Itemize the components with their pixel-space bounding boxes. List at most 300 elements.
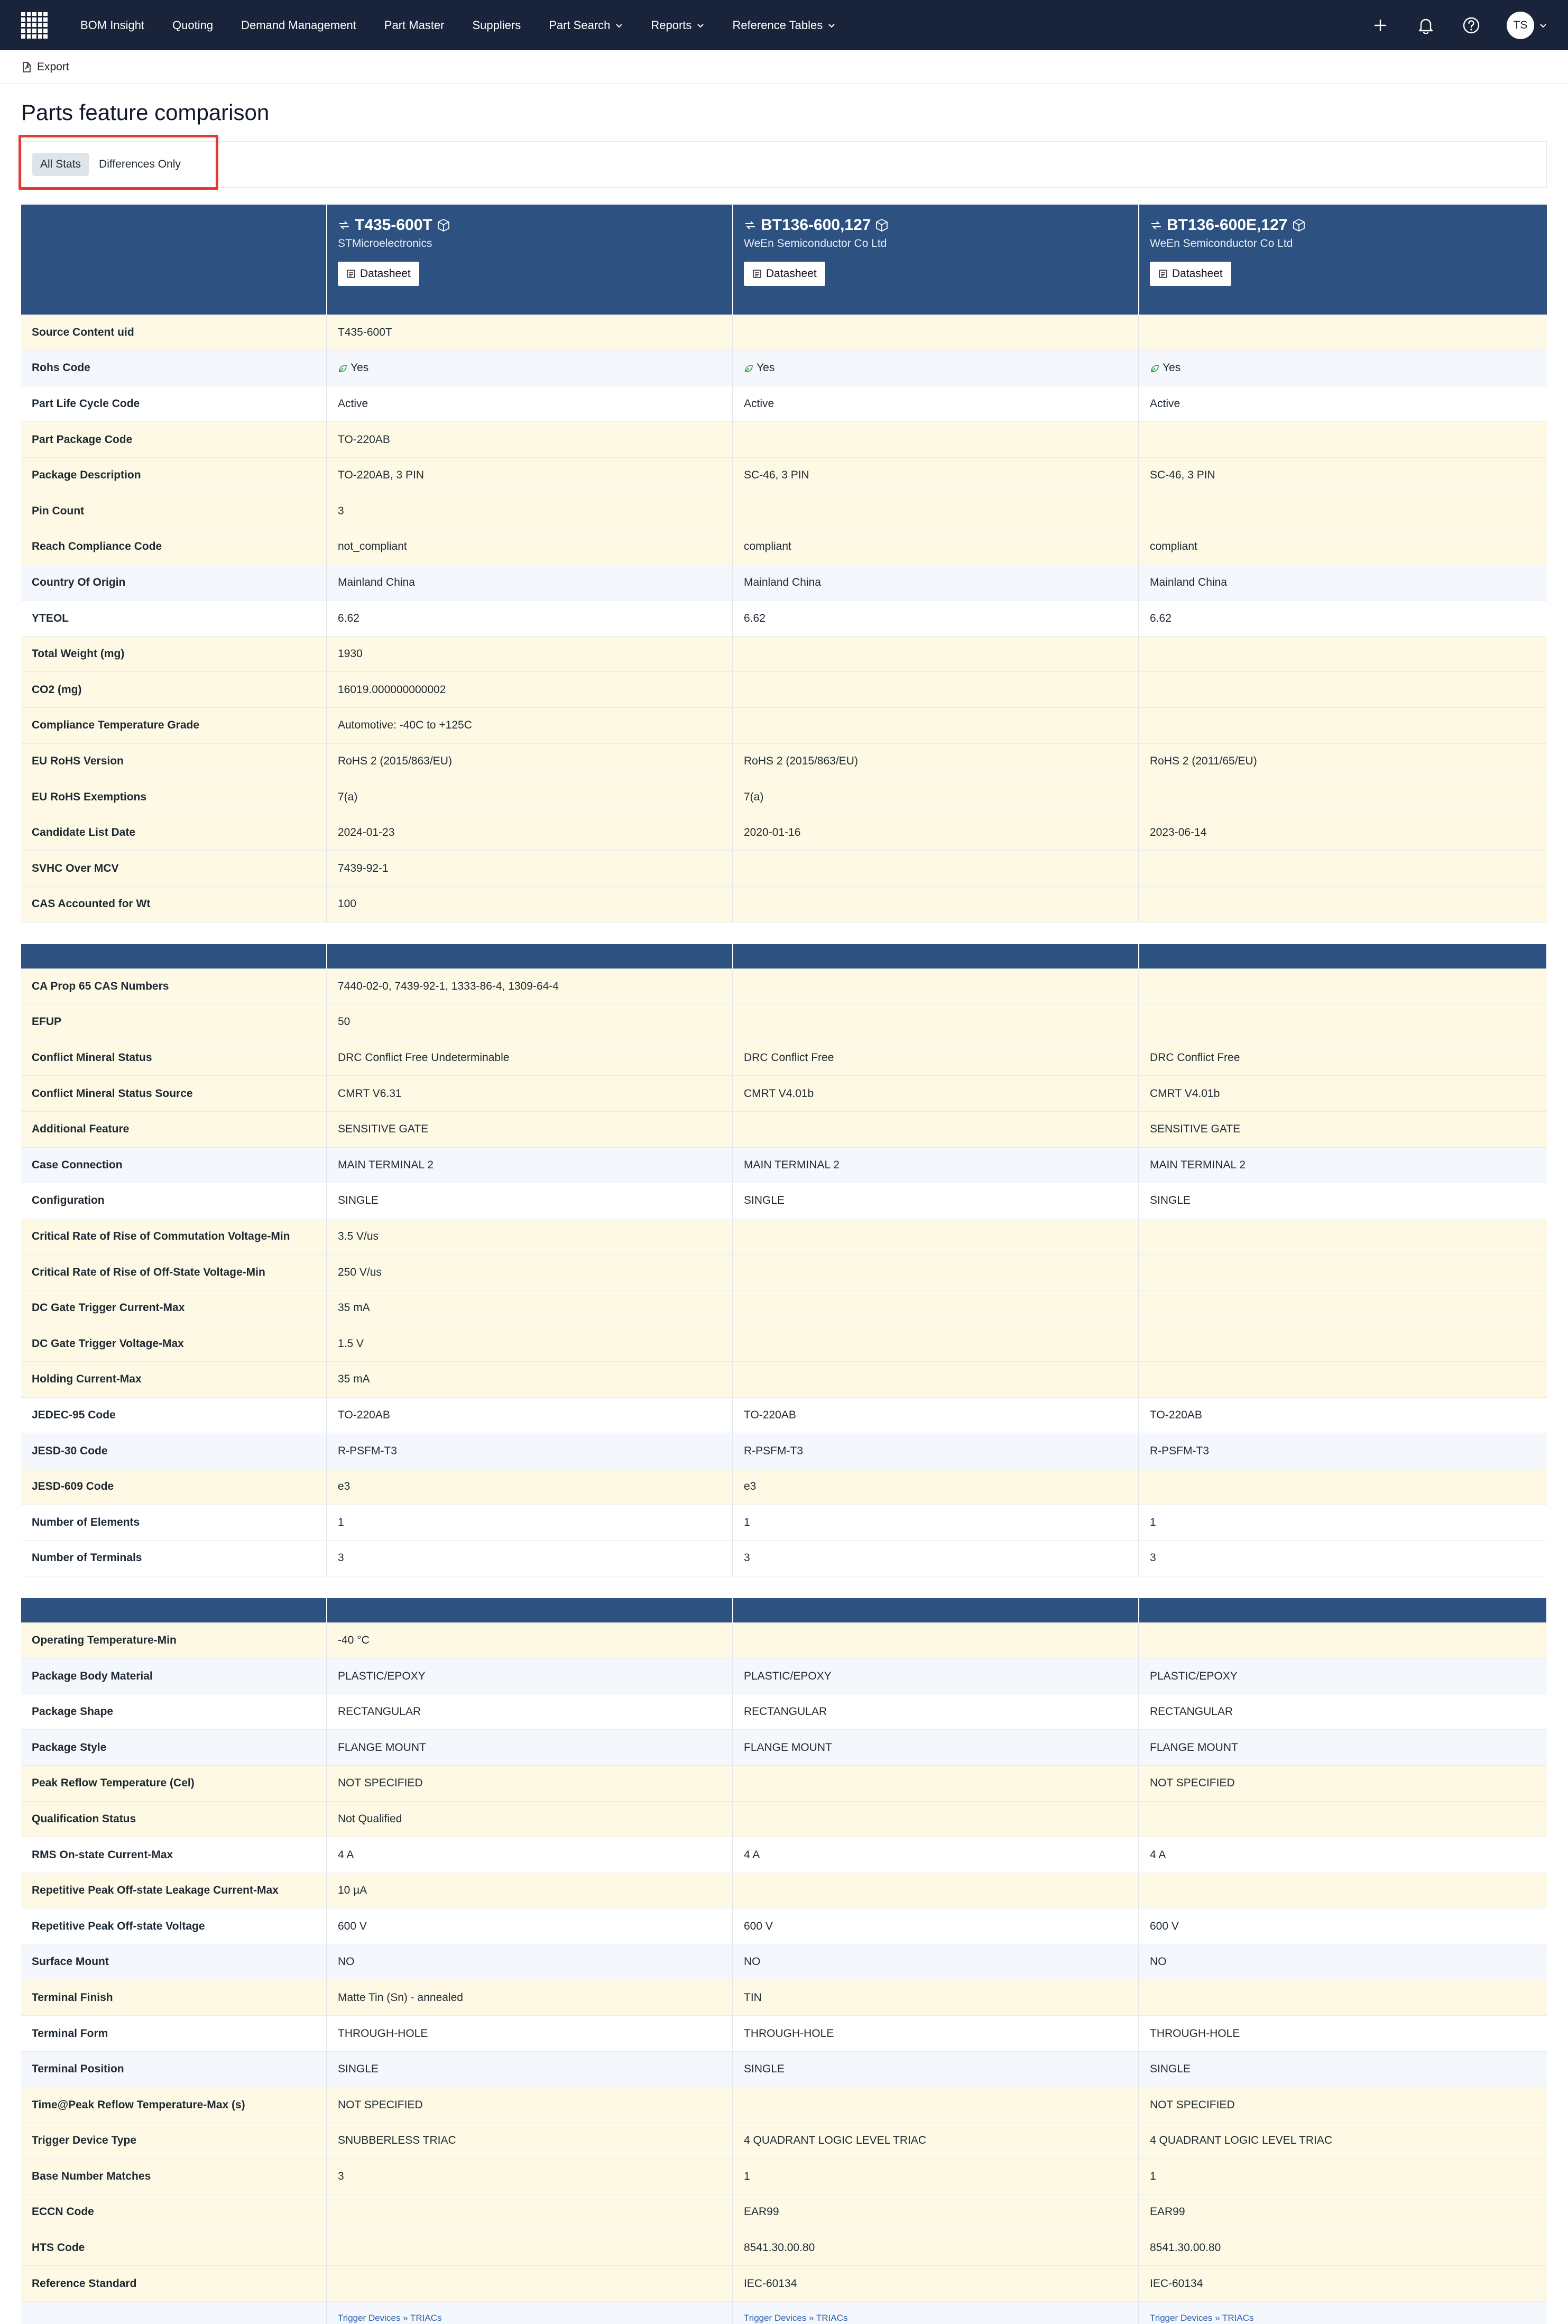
table-row [21,1766,1547,1802]
table-row [21,2159,1547,2194]
table-row [21,708,1547,744]
row-value: TO-220AB [1139,1397,1547,1433]
nav-item-label: BOM Insight [80,18,145,32]
row-label: EFUP [21,1004,327,1040]
nav-item-suppliers[interactable] [473,19,521,32]
row-value: DRC Conflict Free Undeterminable [327,1040,733,1076]
row-value: THROUGH-HOLE [327,2016,733,2052]
row-value: Active [1139,386,1547,422]
row-label [21,2301,327,2324]
row-value: PLASTIC/EPOXY [327,1658,733,1694]
table-row [21,636,1547,672]
row-label: Part Package Code [21,422,327,458]
row-value: e3 [327,1469,733,1505]
row-value: 7440-02-0, 7439-92-1, 1333-86-4, 1309-64-4 [327,969,733,1004]
table-row [21,743,1547,779]
table-row [21,1837,1547,1873]
row-label: Operating Temperature-Min [21,1622,327,1658]
row-value: 10 µA [327,1873,733,1908]
chevron-down-icon [615,22,623,29]
row-value [733,351,1139,386]
row-label: Country Of Origin [21,565,327,601]
row-value: SINGLE [1139,1183,1547,1219]
row-value [1139,851,1547,887]
table-row [21,1908,1547,1944]
row-value: Matte Tin (Sn) - annealed [327,1980,733,2016]
row-value: 3 [733,1541,1139,1576]
row-value: Mainland China [733,565,1139,601]
filter-panel [21,141,1547,188]
row-label: Conflict Mineral Status [21,1040,327,1076]
row-value: 16019.000000000002 [327,672,733,708]
nav-item-label: Reports [651,18,692,32]
table-row [21,565,1547,601]
row-value: TO-220AB [327,1397,733,1433]
section-header-cell [21,1598,327,1622]
row-label: Package Style [21,1730,327,1766]
row-value [327,2230,733,2266]
leaf-icon [744,364,753,373]
chevron-down-icon [828,22,835,29]
row-value [1139,887,1547,923]
row-label: Conflict Mineral Status Source [21,1076,327,1112]
row-value: Automotive: -40C to +125C [327,708,733,744]
row-value: 1 [1139,1505,1547,1541]
part-title [744,216,1128,234]
row-value: -40 °C [327,1622,733,1658]
row-value: RoHS 2 (2011/65/EU) [1139,743,1547,779]
row-label: Terminal Form [21,2016,327,2052]
row-value [1139,351,1547,386]
part-name-link[interactable]: T435-600T [355,216,432,234]
toolbar [0,50,1568,84]
row-value [733,493,1139,529]
table-row [21,1433,1547,1469]
row-label: Package Shape [21,1694,327,1730]
row-label: DC Gate Trigger Current-Max [21,1290,327,1326]
table-row [21,351,1547,386]
row-value: MAIN TERMINAL 2 [1139,1147,1547,1183]
page-title: Parts feature comparison [21,100,270,125]
row-value: 3 [327,2159,733,2194]
table-row [21,493,1547,529]
row-value [733,969,1139,1004]
row-value [1139,1801,1547,1837]
row-value: 7439-92-1 [327,851,733,887]
row-value: IEC-60134 [733,2266,1139,2302]
row-value: MAIN TERMINAL 2 [327,1147,733,1183]
row-label: JESD-609 Code [21,1469,327,1505]
row-value: RoHS 2 (2015/863/EU) [733,743,1139,779]
row-label: CAS Accounted for Wt [21,887,327,923]
row-value: FLANGE MOUNT [733,1730,1139,1766]
row-value: 2020-01-16 [733,815,1139,851]
table-row [21,2016,1547,2052]
datasheet-button[interactable] [1150,262,1231,286]
row-value [327,2266,733,2302]
help-icon[interactable] [1461,15,1481,35]
table-row [21,1944,1547,1980]
row-value: 4 A [1139,1837,1547,1873]
row-value: compliant [733,529,1139,565]
table-row [21,2266,1547,2302]
row-value: Active [327,386,733,422]
compare-icon [744,219,757,231]
row-value: 600 V [1139,1908,1547,1944]
row-label: Surface Mount [21,1944,327,1980]
row-value: 6.62 [327,601,733,637]
row-value: 600 V [327,1908,733,1944]
row-label: Configuration [21,1183,327,1219]
header-corner [21,205,327,315]
part-manufacturer: STMicroelectronics [338,237,432,250]
table-row [21,887,1547,923]
row-label: Source Content uid [21,315,327,351]
table-row [21,1397,1547,1433]
row-label: Terminal Position [21,2051,327,2087]
row-value: R-PSFM-T3 [1139,1433,1547,1469]
row-value [1139,1004,1547,1040]
table-row [21,1326,1547,1362]
section-header-row [21,944,1547,969]
nav-item-label: Part Master [384,18,445,32]
category-breadcrumb[interactable] [1150,2313,1254,2323]
row-value [327,351,733,386]
table-row [21,2230,1547,2266]
category-parent-link[interactable]: Trigger Devices [338,2313,401,2323]
section-header-cell [21,944,327,969]
row-value [1139,315,1547,351]
row-label: Repetitive Peak Off-state Voltage [21,1908,327,1944]
nav-item-bom-insight[interactable] [80,19,144,32]
row-label: Time@Peak Reflow Temperature-Max (s) [21,2087,327,2123]
section-header-cell [733,1598,1139,1622]
datasheet-icon [346,269,356,279]
nav-item-label: Demand Management [241,18,356,32]
category-cell [327,2301,733,2324]
row-label: ECCN Code [21,2194,327,2230]
row-value [1139,969,1547,1004]
row-value [733,636,1139,672]
row-value: Mainland China [1139,565,1547,601]
datasheet-icon [1158,269,1168,279]
row-value: R-PSFM-T3 [733,1433,1139,1469]
row-value: SC-46, 3 PIN [1139,457,1547,493]
part-name-link[interactable]: BT136-600,127 [761,216,871,234]
row-value: 7(a) [327,779,733,815]
category-parent-link[interactable]: Trigger Devices [1150,2313,1213,2323]
row-value: NOT SPECIFIED [1139,1766,1547,1802]
row-label: Compliance Temperature Grade [21,708,327,744]
table-row [21,457,1547,493]
row-label: Base Number Matches [21,2159,327,2194]
row-label: CA Prop 65 CAS Numbers [21,969,327,1004]
row-value: 35 mA [327,1362,733,1398]
row-value: 1 [733,1505,1139,1541]
category-child-link[interactable]: TRIACs [1222,2313,1254,2323]
row-value: RECTANGULAR [327,1694,733,1730]
table-row [21,1183,1547,1219]
row-value [1139,1255,1547,1290]
row-value: R-PSFM-T3 [327,1433,733,1469]
app-logo-icon[interactable] [21,12,48,39]
row-value: 4 QUADRANT LOGIC LEVEL TRIAC [1139,2123,1547,2159]
row-value: SINGLE [1139,2051,1547,2087]
row-value: e3 [733,1469,1139,1505]
row-value: 6.62 [1139,601,1547,637]
nav-item-reports[interactable] [651,19,704,32]
row-value: DRC Conflict Free [1139,1040,1547,1076]
category-breadcrumb[interactable] [338,2313,442,2323]
row-value [1139,1362,1547,1398]
nav-item-part-search[interactable] [549,19,623,32]
plus-icon[interactable] [1370,15,1390,35]
table-row [21,1622,1547,1658]
compare-icon [338,219,351,231]
export-icon[interactable] [21,61,32,73]
row-value [1139,1469,1547,1505]
row-value [1139,1980,1547,2016]
category-cell [1139,2301,1547,2324]
table-row [21,1290,1547,1326]
row-label: Terminal Finish [21,1980,327,2016]
spacer-cell [21,1576,1547,1598]
row-value: TIN [733,1980,1139,2016]
table-row [21,1980,1547,2016]
row-label: JEDEC-95 Code [21,1397,327,1433]
table-row [21,1541,1547,1576]
section-header-cell [1139,944,1547,969]
part-column-header [327,205,733,315]
datasheet-label: Datasheet [1172,268,1223,280]
row-value: RECTANGULAR [1139,1694,1547,1730]
row-value: 1 [327,1505,733,1541]
row-value [1139,1622,1547,1658]
category-child-link[interactable]: TRIACs [816,2313,848,2323]
part-manufacturer: WeEn Semiconductor Co Ltd [744,237,887,250]
stats-toggle [32,153,189,176]
nav-actions [1370,12,1547,39]
row-value: NOT SPECIFIED [327,1766,733,1802]
datasheet-button[interactable] [744,262,825,286]
row-value: SENSITIVE GATE [1139,1111,1547,1147]
row-value [733,1219,1139,1255]
nav-item-demand-management[interactable] [241,19,356,32]
row-value: FLANGE MOUNT [327,1730,733,1766]
row-label: Reach Compliance Code [21,529,327,565]
compare-icon [1150,219,1163,231]
row-value: CMRT V4.01b [1139,1076,1547,1112]
row-value: NOT SPECIFIED [327,2087,733,2123]
row-label: RMS On-state Current-Max [21,1837,327,1873]
row-value: SENSITIVE GATE [327,1111,733,1147]
row-value: 8541.30.00.80 [733,2230,1139,2266]
table-row [21,2051,1547,2087]
row-value: 3.5 V/us [327,1219,733,1255]
row-value: CMRT V6.31 [327,1076,733,1112]
table-row [21,601,1547,637]
value-text: Yes [757,362,775,374]
part-title [1150,216,1536,234]
row-value: 2024-01-23 [327,815,733,851]
row-value: 3 [327,1541,733,1576]
row-value [1139,1219,1547,1255]
table-row [21,779,1547,815]
table-row [21,1362,1547,1398]
nav-item-reference-tables[interactable] [732,19,835,32]
row-value: DRC Conflict Free [733,1040,1139,1076]
row-value: FLANGE MOUNT [1139,1730,1547,1766]
table-row [21,1111,1547,1147]
row-value: MAIN TERMINAL 2 [733,1147,1139,1183]
row-label: Case Connection [21,1147,327,1183]
cube-icon[interactable] [1292,218,1306,232]
table-row [21,1469,1547,1505]
nav-item-label: Reference Tables [732,18,823,32]
row-value: 50 [327,1004,733,1040]
row-value [1139,493,1547,529]
row-label: CO2 (mg) [21,672,327,708]
table-row [21,1076,1547,1112]
table-row [21,815,1547,851]
nav-item-label: Quoting [172,18,214,32]
row-label: Rohs Code [21,351,327,386]
datasheet-button[interactable] [338,262,419,286]
row-value: SINGLE [327,2051,733,2087]
category-breadcrumb[interactable] [744,2313,848,2323]
row-label: Qualification Status [21,1801,327,1837]
row-label: Holding Current-Max [21,1362,327,1398]
category-parent-link[interactable]: Trigger Devices [744,2313,807,2323]
row-value: Mainland China [327,565,733,601]
category-row [21,2301,1547,2324]
chevron-down-icon [1539,22,1547,29]
row-value [733,1801,1139,1837]
row-value: 35 mA [327,1290,733,1326]
row-value: 1 [733,2159,1139,2194]
table-row [21,1040,1547,1076]
row-value [733,2087,1139,2123]
nav-item-label: Part Search [549,18,611,32]
row-value: 1.5 V [327,1326,733,1362]
row-value: EAR99 [733,2194,1139,2230]
table-row [21,422,1547,458]
comparison-table [21,205,1547,2324]
nav-item-part-master[interactable] [384,19,445,32]
export-button[interactable]: Export [37,60,69,73]
datasheet-label: Datasheet [766,268,817,280]
table-row [21,1873,1547,1908]
row-value: 100 [327,887,733,923]
chevron-down-icon [697,22,704,29]
row-value: NO [733,1944,1139,1980]
category-child-link[interactable]: TRIACs [410,2313,442,2323]
row-value [733,887,1139,923]
row-value: 7(a) [733,779,1139,815]
row-label: EU RoHS Version [21,743,327,779]
section-header-cell [327,944,733,969]
section-spacer [21,1576,1547,1598]
row-value [733,1255,1139,1290]
row-value: EAR99 [1139,2194,1547,2230]
part-name-link[interactable]: BT136-600E,127 [1167,216,1288,234]
parts-header-row [21,205,1547,315]
row-value: SC-46, 3 PIN [733,457,1139,493]
row-value: SNUBBERLESS TRIAC [327,2123,733,2159]
cube-icon[interactable] [875,218,889,232]
row-label: Total Weight (mg) [21,636,327,672]
user-menu[interactable] [1507,12,1547,39]
row-value [1139,672,1547,708]
part-manufacturer: WeEn Semiconductor Co Ltd [1150,237,1293,250]
table-row [21,1505,1547,1541]
row-value [1139,422,1547,458]
differences-only-button[interactable]: Differences Only [99,158,181,170]
row-label: Number of Terminals [21,1541,327,1576]
row-value: TO-220AB [327,422,733,458]
row-value [733,1766,1139,1802]
row-value [1139,636,1547,672]
table-row [21,2087,1547,2123]
row-value: IEC-60134 [1139,2266,1547,2302]
table-row [21,386,1547,422]
row-label: DC Gate Trigger Voltage-Max [21,1326,327,1362]
table-row [21,315,1547,351]
row-value [327,2194,733,2230]
row-value: NO [327,1944,733,1980]
row-value [733,672,1139,708]
row-value: CMRT V4.01b [733,1076,1139,1112]
category-separator: » [809,2313,814,2323]
row-value: PLASTIC/EPOXY [1139,1658,1547,1694]
table-row [21,1730,1547,1766]
row-label: HTS Code [21,2230,327,2266]
bell-icon[interactable] [1416,15,1436,35]
row-value: PLASTIC/EPOXY [733,1658,1139,1694]
row-label: Number of Elements [21,1505,327,1541]
table-row [21,1658,1547,1694]
row-value: 3 [327,493,733,529]
row-value: THROUGH-HOLE [1139,2016,1547,2052]
table-row [21,1147,1547,1183]
row-value: 2023-06-14 [1139,815,1547,851]
row-value [1139,1873,1547,1908]
row-value [733,1004,1139,1040]
row-value: THROUGH-HOLE [733,2016,1139,2052]
row-value: Active [733,386,1139,422]
row-label: Candidate List Date [21,815,327,851]
table-row [21,1255,1547,1290]
row-value [733,1290,1139,1326]
top-nav [0,0,1568,50]
nav-item-quoting[interactable] [172,19,213,32]
value-text: Yes [351,362,369,374]
row-value: compliant [1139,529,1547,565]
part-column-header [733,205,1139,315]
row-label: Additional Feature [21,1111,327,1147]
row-label: Trigger Device Type [21,2123,327,2159]
row-label: YTEOL [21,601,327,637]
section-header-cell [327,1598,733,1622]
nav-item-label: Suppliers [472,18,521,32]
section-header-cell [733,944,1139,969]
row-value: 1 [1139,2159,1547,2194]
section-header-row [21,1598,1547,1622]
cube-icon[interactable] [437,218,450,232]
part-title [338,216,722,234]
avatar[interactable]: TS [1507,12,1534,39]
all-stats-button[interactable]: All Stats [32,153,89,176]
